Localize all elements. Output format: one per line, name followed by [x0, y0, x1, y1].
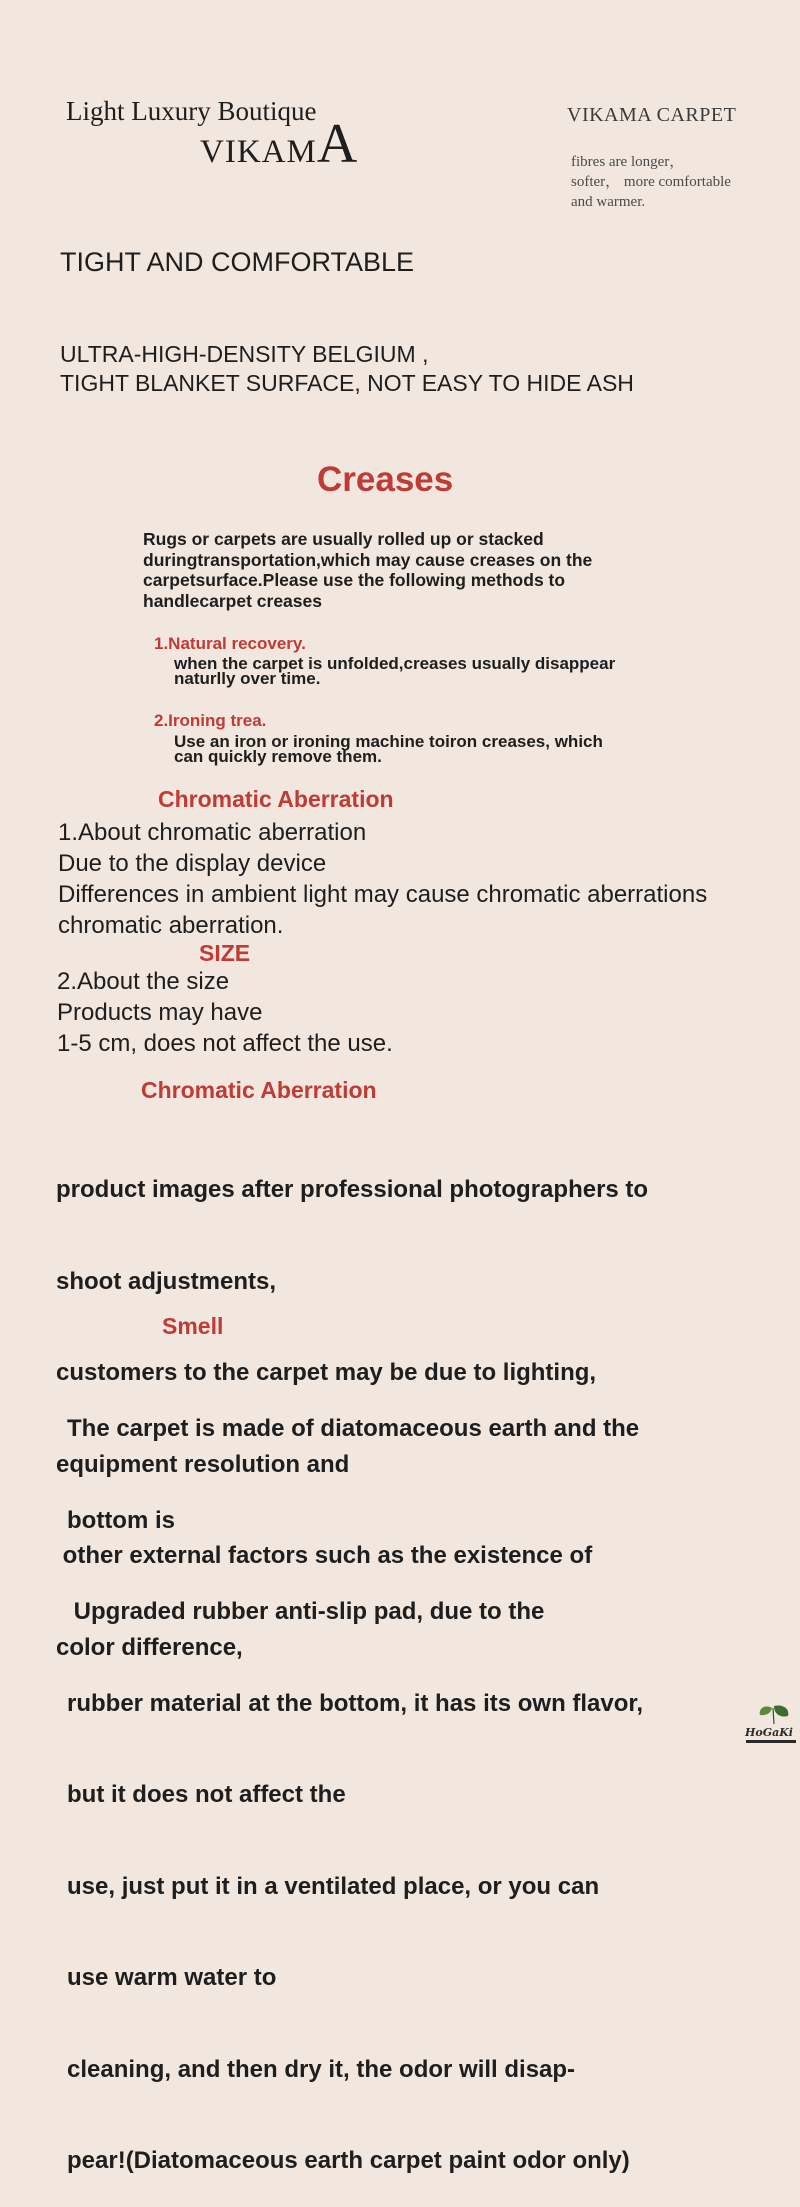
creases-title: Creases	[317, 460, 454, 499]
chromatic-line: Differences in ambient light may cause chromatic aberrations	[58, 881, 708, 908]
chromatic2-line: customers to the carpet may be due to lighting,	[56, 1359, 597, 1386]
creases-intro-line: Rugs or carpets are usually rolled up or stacked	[143, 529, 544, 549]
creases-intro	[143, 529, 663, 611]
density-description	[60, 340, 634, 398]
creases-intro-line: duringtransportation,which may cause creases on the	[143, 549, 593, 570]
method1-line: when the carpet is unfolded,creases usually disappear	[174, 654, 616, 673]
fibres-description	[571, 152, 771, 212]
chromatic2-line: other external factors such as the existence of	[56, 1542, 593, 1569]
method2-title: 2.Ironing trea.	[154, 711, 267, 730]
size-block	[57, 966, 393, 1059]
smell-block	[67, 1353, 643, 2207]
smell-line: pear!(Diatomaceous earth carpet paint odor only)	[67, 2147, 630, 2174]
chromatic-line: 1.About chromatic aberration	[58, 819, 367, 846]
size-line: 2.About the size	[57, 968, 230, 995]
fibres-line: and warmer.	[571, 194, 646, 210]
leaf-icon	[744, 1702, 800, 1750]
density-line: ULTRA-HIGH-DENSITY BELGIUM ,	[60, 341, 429, 367]
smell-line: bottom is	[67, 1506, 175, 1534]
method2-line: can quickly remove them.	[174, 747, 382, 766]
chromatic-line: Due to the display device	[58, 850, 327, 877]
smell-line: use, just put it in a ventilated place, or you can	[67, 1872, 600, 1900]
chromatic-title-1: Chromatic Aberration	[158, 786, 394, 812]
chromatic-block-1	[58, 817, 707, 941]
density-line: TIGHT BLANKET SURFACE, NOT EASY TO HIDE ASH	[60, 370, 634, 396]
chromatic2-line: product images after professional photographers to	[56, 1176, 649, 1203]
brand-name-last-letter: A	[316, 113, 359, 175]
chromatic2-line: shoot adjustments,	[56, 1267, 277, 1295]
smell-line: Upgraded rubber anti-slip pad, due to the	[67, 1598, 545, 1625]
fibres-line: fibres are longer，	[571, 154, 685, 170]
size-line: Products may have	[57, 999, 263, 1026]
method2-body	[174, 734, 694, 764]
smell-line: The carpet is made of diatomaceous earth and the	[67, 1415, 640, 1442]
watermark-logo	[744, 1702, 800, 1750]
chromatic2-line: color difference,	[56, 1633, 243, 1661]
chromatic-title-2: Chromatic Aberration	[141, 1077, 377, 1103]
method1-title: 1.Natural recovery.	[154, 634, 306, 653]
carpet-title: VIKAMA CARPET	[567, 104, 737, 126]
page-heading: TIGHT AND COMFORTABLE	[60, 247, 415, 277]
smell-line: rubber material at the bottom, it has its own flavor,	[67, 1689, 644, 1717]
creases-intro-line: carpetsurface.Please use the following methods to	[143, 570, 566, 590]
chromatic-line: chromatic aberration.	[58, 912, 284, 939]
method1-body	[174, 656, 694, 686]
fibres-line: softer， more comfortable	[571, 174, 731, 190]
brand-tagline: Light Luxury Boutique	[66, 96, 317, 126]
chromatic2-line: equipment resolution and	[56, 1450, 350, 1478]
smell-title: Smell	[162, 1313, 224, 1339]
watermark-text: HoGaKi	[745, 1726, 793, 1739]
method1-line: naturlly over time.	[174, 669, 321, 688]
size-title: SIZE	[199, 940, 251, 966]
creases-intro-line: handlecarpet creases	[143, 590, 322, 611]
brand-name	[200, 113, 359, 175]
size-line: 1-5 cm, does not affect the use.	[57, 1030, 393, 1057]
smell-line: but it does not affect the	[67, 1781, 346, 1808]
smell-line: use warm water to	[67, 1964, 277, 1991]
brand-name-main: VIKAM	[200, 134, 317, 170]
smell-line: cleaning, and then dry it, the odor will disap-	[67, 2055, 576, 2083]
method2-line: Use an iron or ironing machine toiron creases, which	[174, 732, 603, 751]
